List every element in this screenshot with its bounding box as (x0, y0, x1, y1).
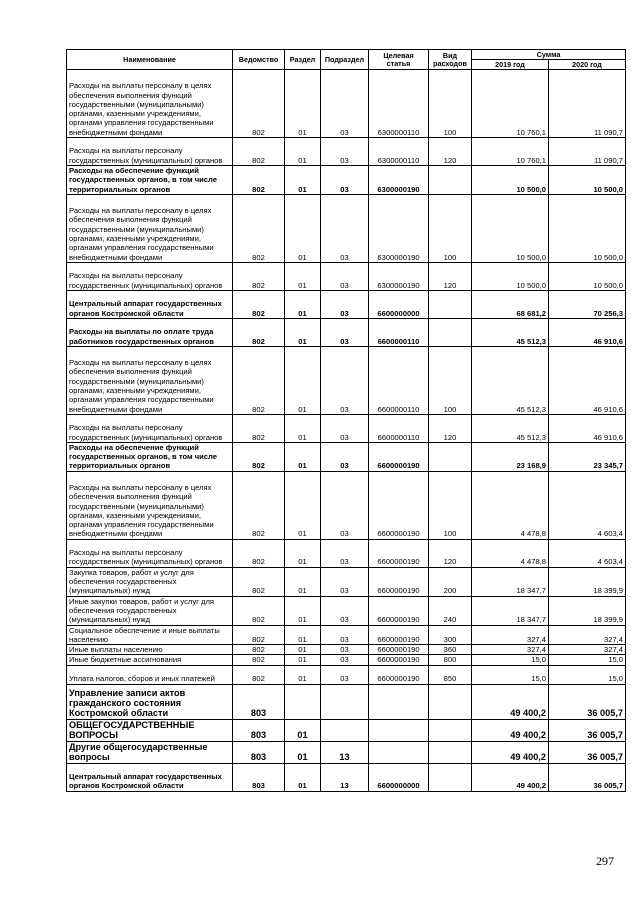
row-vedomstvo: 802 (233, 539, 285, 567)
row-sum-2020: 10 500,0 (549, 166, 626, 195)
row-vedomstvo: 802 (233, 290, 285, 318)
row-vid (429, 719, 472, 741)
row-razdel: 01 (285, 665, 321, 684)
row-vid: 100 (429, 346, 472, 414)
row-vedomstvo: 802 (233, 645, 285, 655)
row-razdel: 01 (285, 70, 321, 138)
row-razdel: 01 (285, 318, 321, 346)
row-sum-2020: 15,0 (549, 655, 626, 665)
row-vedomstvo: 802 (233, 471, 285, 539)
row-vid: 300 (429, 625, 472, 645)
row-name: Закупка товаров, работ и услуг для обеспечения государственных (муниципальных) нужд (67, 567, 233, 596)
page-number: 297 (596, 854, 614, 868)
row-sum-2020: 36 005,7 (549, 741, 626, 763)
row-vedomstvo: 802 (233, 166, 285, 195)
row-sum-2020: 36 005,7 (549, 719, 626, 741)
row-podrazdel: 03 (321, 194, 369, 262)
row-podrazdel (321, 684, 369, 719)
row-sum-2020: 11 090,7 (549, 70, 626, 138)
row-name: Расходы на выплаты персоналу государственных (муниципальных) органов (67, 138, 233, 166)
row-podrazdel: 03 (321, 262, 369, 290)
table-row (67, 138, 626, 166)
row-razdel: 01 (285, 763, 321, 791)
table-row (67, 625, 626, 645)
row-razdel: 01 (285, 290, 321, 318)
row-statya: 6300000190 (369, 166, 429, 195)
row-name: Расходы на выплаты персоналу государственных (муниципальных) органов (67, 539, 233, 567)
row-vid (429, 318, 472, 346)
table-row (67, 684, 626, 719)
row-name: ОБЩЕГОСУДАРСТВЕННЫЕ ВОПРОСЫ (67, 719, 233, 741)
row-razdel: 01 (285, 442, 321, 471)
row-podrazdel: 03 (321, 665, 369, 684)
row-razdel: 01 (285, 346, 321, 414)
header-statya: Целевая статья (369, 50, 429, 70)
row-name: Центральный аппарат государственных органов Костромской области (67, 290, 233, 318)
row-sum-2019: 45 512,3 (472, 318, 549, 346)
row-vedomstvo: 802 (233, 70, 285, 138)
row-statya: 6300000190 (369, 194, 429, 262)
row-razdel: 01 (285, 414, 321, 442)
row-razdel: 01 (285, 262, 321, 290)
row-statya: 6600000000 (369, 763, 429, 791)
table-row (67, 262, 626, 290)
row-vid: 200 (429, 567, 472, 596)
row-sum-2019: 15,0 (472, 665, 549, 684)
table-row (67, 665, 626, 684)
row-sum-2019: 15,0 (472, 655, 549, 665)
row-podrazdel: 03 (321, 318, 369, 346)
row-vid: 850 (429, 665, 472, 684)
row-name: Расходы на выплаты персоналу в целях обеспечения выполнения функций государственными (муниципальными) органами, казенными учреждениями, органами управления государственными внебюджетными фондами (67, 70, 233, 138)
row-vedomstvo: 803 (233, 741, 285, 763)
row-podrazdel: 03 (321, 166, 369, 195)
row-statya (369, 719, 429, 741)
row-sum-2020: 4 603,4 (549, 471, 626, 539)
row-sum-2019: 4 478,8 (472, 539, 549, 567)
row-sum-2019: 49 400,2 (472, 763, 549, 791)
row-name: Другие общегосударственные вопросы (67, 741, 233, 763)
row-sum-2019: 18 347,7 (472, 567, 549, 596)
row-vedomstvo: 802 (233, 194, 285, 262)
header-vid: Вид расходов (429, 50, 472, 70)
row-razdel: 01 (285, 596, 321, 625)
row-sum-2019: 23 168,9 (472, 442, 549, 471)
row-sum-2019: 10 500,0 (472, 194, 549, 262)
header-year-2020: 2020 год (549, 60, 626, 70)
row-statya: 6600000110 (369, 414, 429, 442)
header-summa: Сумма (472, 50, 626, 60)
row-razdel: 01 (285, 719, 321, 741)
row-razdel: 01 (285, 645, 321, 655)
row-podrazdel: 03 (321, 138, 369, 166)
row-razdel (285, 684, 321, 719)
row-vedomstvo: 803 (233, 719, 285, 741)
row-statya: 6600000190 (369, 471, 429, 539)
row-statya: 6600000190 (369, 442, 429, 471)
row-sum-2019: 327,4 (472, 645, 549, 655)
row-statya: 6600000190 (369, 567, 429, 596)
table-row (67, 763, 626, 791)
row-podrazdel: 03 (321, 655, 369, 665)
table-row (67, 655, 626, 665)
row-vedomstvo: 802 (233, 414, 285, 442)
row-vid: 120 (429, 138, 472, 166)
table-row (67, 414, 626, 442)
table-row (67, 741, 626, 763)
row-sum-2020: 46 910,6 (549, 318, 626, 346)
row-vid (429, 442, 472, 471)
row-podrazdel: 03 (321, 346, 369, 414)
table-row (67, 567, 626, 596)
table-row (67, 719, 626, 741)
row-name: Центральный аппарат государственных органов Костромской области (67, 763, 233, 791)
row-vedomstvo: 802 (233, 655, 285, 665)
row-name: Расходы на выплаты персоналу в целях обеспечения выполнения функций государственными (муниципальными) органами, казенными учреждениями, органами управления государственными внебюджетными фондами (67, 346, 233, 414)
row-vid (429, 763, 472, 791)
row-sum-2020: 10 500,0 (549, 194, 626, 262)
row-razdel: 01 (285, 471, 321, 539)
row-statya: 6300000190 (369, 262, 429, 290)
row-sum-2019: 10 760,1 (472, 70, 549, 138)
header-name: Наименование (67, 50, 233, 70)
row-name: Расходы на выплаты персоналу государственных (муниципальных) органов (67, 262, 233, 290)
row-sum-2020: 10 500,0 (549, 262, 626, 290)
budget-table (66, 49, 626, 792)
row-vid: 120 (429, 414, 472, 442)
row-statya: 6600000190 (369, 665, 429, 684)
row-sum-2019: 49 400,2 (472, 741, 549, 763)
row-statya: 6600000000 (369, 290, 429, 318)
table-row (67, 166, 626, 195)
header-podrazdel: Подраздел (321, 50, 369, 70)
row-statya: 6600000190 (369, 596, 429, 625)
row-statya: 6300000110 (369, 138, 429, 166)
row-podrazdel: 03 (321, 645, 369, 655)
row-podrazdel: 03 (321, 596, 369, 625)
row-statya: 6600000110 (369, 346, 429, 414)
row-sum-2020: 11 090,7 (549, 138, 626, 166)
row-vid: 240 (429, 596, 472, 625)
row-name: Социальное обеспечение и иные выплаты населению (67, 625, 233, 645)
row-vid (429, 290, 472, 318)
row-razdel: 01 (285, 567, 321, 596)
row-sum-2020: 36 005,7 (549, 684, 626, 719)
row-vedomstvo: 802 (233, 625, 285, 645)
row-sum-2019: 45 512,3 (472, 414, 549, 442)
row-name: Расходы на выплаты по оплате труда работников государственных органов (67, 318, 233, 346)
row-statya: 6600000190 (369, 655, 429, 665)
row-sum-2020: 46 910,6 (549, 346, 626, 414)
row-name: Расходы на обеспечение функций государственных органов, в том числе территориальных органов (67, 442, 233, 471)
row-statya (369, 684, 429, 719)
row-vedomstvo: 802 (233, 665, 285, 684)
row-sum-2019: 45 512,3 (472, 346, 549, 414)
row-podrazdel: 03 (321, 442, 369, 471)
row-razdel: 01 (285, 741, 321, 763)
row-name: Уплата налогов, сборов и иных платежей (67, 665, 233, 684)
row-razdel: 01 (285, 166, 321, 195)
row-sum-2019: 68 681,2 (472, 290, 549, 318)
row-podrazdel: 03 (321, 70, 369, 138)
row-name: Иные бюджетные ассигнования (67, 655, 233, 665)
row-vedomstvo: 802 (233, 262, 285, 290)
row-sum-2020: 15,0 (549, 665, 626, 684)
row-sum-2020: 46 910,6 (549, 414, 626, 442)
table-row (67, 194, 626, 262)
row-vedomstvo: 803 (233, 684, 285, 719)
row-razdel: 01 (285, 655, 321, 665)
row-vid: 360 (429, 645, 472, 655)
row-podrazdel (321, 719, 369, 741)
row-sum-2020: 23 345,7 (549, 442, 626, 471)
row-name: Расходы на обеспечение функций государственных органов, в том числе территориальных органов (67, 166, 233, 195)
row-vid (429, 684, 472, 719)
row-vid: 100 (429, 70, 472, 138)
row-sum-2019: 10 760,1 (472, 138, 549, 166)
table-row (67, 645, 626, 655)
table-row (67, 346, 626, 414)
row-sum-2020: 4 603,4 (549, 539, 626, 567)
row-sum-2020: 36 005,7 (549, 763, 626, 791)
row-vedomstvo: 803 (233, 763, 285, 791)
row-vedomstvo: 802 (233, 138, 285, 166)
row-statya (369, 741, 429, 763)
header-razdel: Раздел (285, 50, 321, 70)
row-podrazdel: 03 (321, 290, 369, 318)
row-razdel: 01 (285, 138, 321, 166)
row-name: Управление записи актов гражданского состояния Костромской области (67, 684, 233, 719)
row-vid: 100 (429, 194, 472, 262)
row-podrazdel: 03 (321, 625, 369, 645)
row-statya: 6600000190 (369, 625, 429, 645)
table-row (67, 290, 626, 318)
row-podrazdel: 03 (321, 539, 369, 567)
table-row (67, 596, 626, 625)
row-vedomstvo: 802 (233, 567, 285, 596)
header-year-2019: 2019 год (472, 60, 549, 70)
row-sum-2020: 327,4 (549, 625, 626, 645)
row-sum-2020: 70 256,3 (549, 290, 626, 318)
row-statya: 6600000190 (369, 539, 429, 567)
row-sum-2019: 10 500,0 (472, 166, 549, 195)
row-name: Расходы на выплаты персоналу государственных (муниципальных) органов (67, 414, 233, 442)
row-vid: 120 (429, 539, 472, 567)
row-sum-2019: 327,4 (472, 625, 549, 645)
row-statya: 6600000110 (369, 318, 429, 346)
row-vedomstvo: 802 (233, 596, 285, 625)
row-vid (429, 166, 472, 195)
row-sum-2019: 49 400,2 (472, 684, 549, 719)
row-sum-2019: 49 400,2 (472, 719, 549, 741)
table-row (67, 471, 626, 539)
row-podrazdel: 03 (321, 471, 369, 539)
row-razdel: 01 (285, 194, 321, 262)
table-body (67, 70, 626, 792)
row-vedomstvo: 802 (233, 346, 285, 414)
row-vedomstvo: 802 (233, 442, 285, 471)
row-sum-2019: 10 500,0 (472, 262, 549, 290)
row-vid: 120 (429, 262, 472, 290)
row-sum-2020: 18 399,9 (549, 596, 626, 625)
row-vid: 100 (429, 471, 472, 539)
table-row (67, 70, 626, 138)
header-vedomstvo: Ведомство (233, 50, 285, 70)
row-sum-2019: 4 478,8 (472, 471, 549, 539)
row-sum-2019: 18 347,7 (472, 596, 549, 625)
row-statya: 6300000110 (369, 70, 429, 138)
table-row (67, 442, 626, 471)
row-podrazdel: 03 (321, 567, 369, 596)
row-name: Расходы на выплаты персоналу в целях обеспечения выполнения функций государственными (муниципальными) органами, казенными учреждениями, органами управления государственными внебюджетными фондами (67, 194, 233, 262)
row-podrazdel: 03 (321, 414, 369, 442)
row-podrazdel: 13 (321, 763, 369, 791)
table-row (67, 539, 626, 567)
row-statya: 6600000190 (369, 645, 429, 655)
row-name: Иные закупки товаров, работ и услуг для обеспечения государственных (муниципальных) нужд (67, 596, 233, 625)
row-sum-2020: 18 399,9 (549, 567, 626, 596)
row-sum-2020: 327,4 (549, 645, 626, 655)
table-row (67, 318, 626, 346)
row-razdel: 01 (285, 625, 321, 645)
row-vid (429, 741, 472, 763)
row-podrazdel: 13 (321, 741, 369, 763)
row-razdel: 01 (285, 539, 321, 567)
row-vedomstvo: 802 (233, 318, 285, 346)
row-name: Иные выплаты населению (67, 645, 233, 655)
row-name: Расходы на выплаты персоналу в целях обеспечения выполнения функций государственными (муниципальными) органами, казенными учреждениями, органами управления государственными внебюджетными фондами (67, 471, 233, 539)
row-vid: 800 (429, 655, 472, 665)
